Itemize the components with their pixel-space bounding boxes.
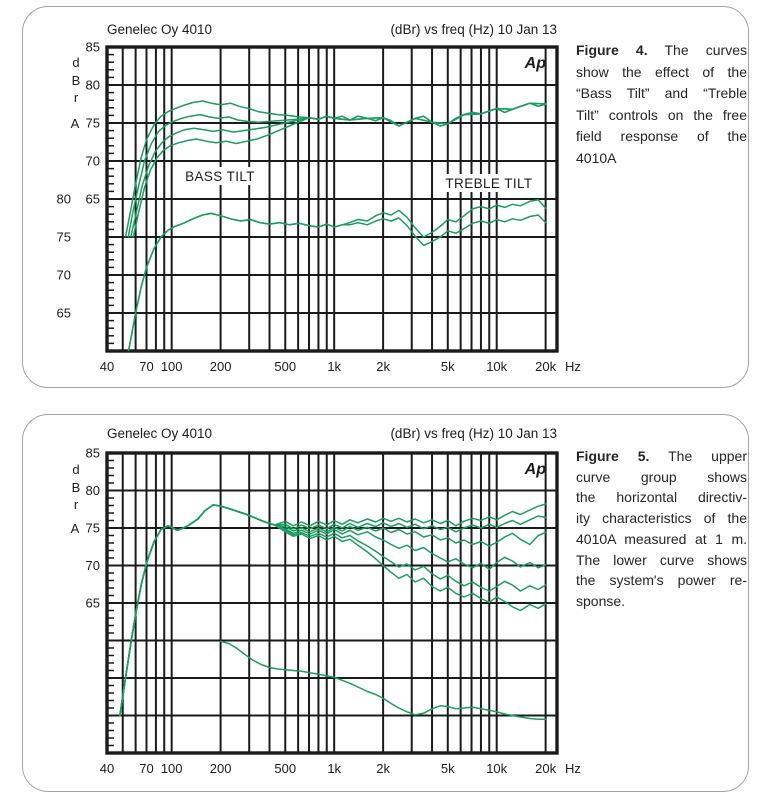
fig4-measurement-title: (dBr) vs freq (Hz) 10 Jan 13: [390, 22, 557, 37]
x-tick-label: 10k: [486, 359, 508, 374]
figure5-caption: [576, 446, 747, 612]
y-tick-label-inner: 75: [85, 520, 100, 536]
y-tick-label-inner: 85: [85, 445, 100, 461]
fig4-channel-label: A: [70, 116, 80, 131]
x-tick-label: 5k: [440, 359, 455, 374]
x-tick-label: 20k: [535, 761, 557, 776]
figure4-caption: [576, 40, 747, 170]
x-tick-label: 100: [160, 359, 183, 374]
caption-line: “Bass Tilt” and “Treble: [576, 85, 747, 102]
caption-line: The lower curve shows: [576, 551, 747, 568]
fig5-x-unit-label: Hz: [565, 761, 581, 776]
fig5-y-unit-B: B: [71, 480, 81, 495]
x-tick-label: 200: [209, 359, 232, 374]
fig4-y-unit-B: B: [71, 73, 81, 88]
caption-figure-number: Figure 5.: [576, 448, 650, 464]
caption-line: Figure 5. The upper: [576, 448, 747, 464]
caption-figure-number: Figure 4.: [576, 42, 648, 58]
caption-line: curve group shows: [576, 468, 747, 485]
y-tick-label-inner: 65: [85, 595, 100, 611]
x-tick-label: 5k: [440, 761, 455, 776]
curve-treble-tilt-0dB: [126, 200, 546, 366]
caption-line: Figure 4. The curves: [576, 42, 747, 58]
y-tick-label-outer: 70: [56, 267, 71, 283]
x-tick-label: 200: [209, 761, 232, 776]
y-tick-label-inner: 65: [85, 191, 100, 207]
x-tick-labels: [100, 359, 557, 374]
fig4-x-unit-label: Hz: [565, 359, 581, 374]
caption-line: 4010A: [576, 149, 617, 166]
x-tick-labels: [100, 761, 557, 776]
x-tick-label: 1k: [327, 761, 342, 776]
fig5-measurement-title: (dBr) vs freq (Hz) 10 Jan 13: [390, 426, 557, 441]
annotation-bass-tilt: BASS TILT: [185, 169, 255, 184]
fig5-y-unit-d: d: [72, 462, 80, 477]
fig5-channel-label: A: [70, 521, 80, 536]
response-curves: [126, 101, 546, 366]
caption-line: the horizontal directiv-: [576, 489, 747, 506]
fig4-y-unit-d: d: [72, 55, 80, 70]
y-tick-label-inner: 75: [85, 115, 100, 131]
fig4-instrument-title: Genelec Oy 4010: [107, 22, 213, 37]
x-tick-label: 2k: [376, 359, 390, 374]
y-tick-label-inner: 80: [85, 77, 100, 93]
x-tick-label: 1k: [327, 359, 342, 374]
y-tick-label-inner: 70: [85, 153, 100, 169]
fig4-audio-precision-logo: Ap: [524, 55, 546, 72]
y-tick-label-inner: 70: [85, 558, 100, 573]
fig5-instrument-title: Genelec Oy 4010: [107, 426, 213, 441]
caption-line: ity characteristics of the: [576, 510, 747, 527]
x-tick-label: 2k: [376, 761, 390, 776]
caption-line: 4010A measured at 1 m.: [576, 530, 747, 547]
caption-line: the system's power re-: [576, 572, 747, 589]
x-tick-label: 100: [160, 761, 183, 776]
x-tick-label: 500: [274, 761, 297, 776]
annotation-treble-tilt: TREBLE TILT: [445, 176, 533, 191]
x-tick-label: 20k: [535, 359, 557, 374]
y-tick-label-outer: 65: [56, 305, 71, 321]
x-tick-label: 70: [139, 359, 154, 374]
y-tick-label-outer: 75: [56, 229, 71, 245]
x-tick-label: 40: [99, 359, 115, 374]
y-tick-label-outer: 80: [56, 191, 71, 207]
x-tick-label: 70: [139, 761, 154, 776]
caption-line: sponse.: [576, 592, 626, 609]
fig4-y-unit-r: r: [73, 90, 79, 105]
caption-line: Tilt” controls on the free: [576, 106, 747, 123]
x-tick-label: 500: [274, 359, 297, 374]
y-tick-label-inner: 80: [85, 483, 100, 498]
y-tick-labels: [86, 446, 100, 611]
x-tick-label: 10k: [486, 761, 508, 776]
x-tick-label: 40: [99, 761, 115, 776]
grid-lines: [107, 47, 557, 351]
fig5-y-unit-r: r: [73, 497, 79, 512]
fig5-audio-precision-logo: Ap: [524, 461, 546, 478]
figure4-chart-layer: [57, 40, 557, 375]
caption-line: field response of the: [576, 128, 747, 145]
y-tick-label-inner: 85: [85, 39, 100, 55]
caption-line: show the effect of the: [576, 63, 747, 80]
figure5-chart-layer: [86, 446, 557, 777]
